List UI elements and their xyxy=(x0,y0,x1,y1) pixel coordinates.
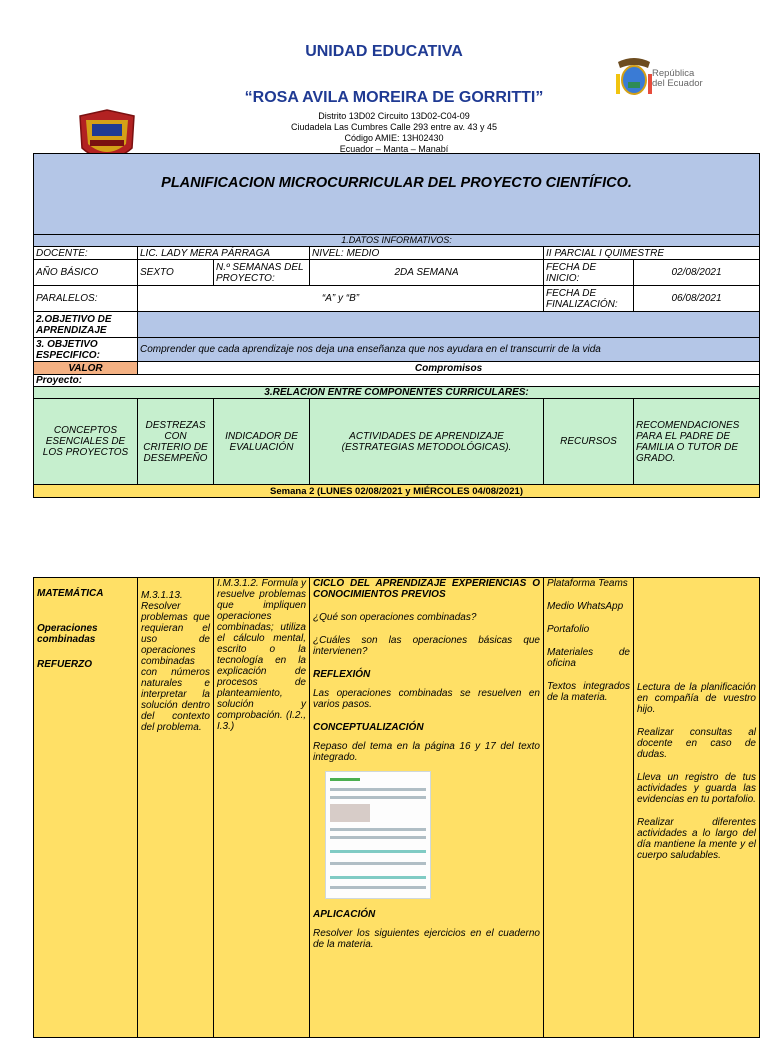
anio-label: AÑO BÁSICO xyxy=(34,260,138,286)
plan-title: PLANIFICACION MICROCURRICULAR DEL PROYECTO CIENTÍFICO. xyxy=(34,154,760,235)
parcial: II PARCIAL I QUIMESTRE xyxy=(544,247,760,260)
col-destrezas: DESTREZAS CON CRITERIO DE DESEMPEÑO xyxy=(138,399,214,485)
recommendation-3: Lleva un registro de tus actividades y guarda las evidencias en tu portafolio. xyxy=(637,772,756,805)
obj-especifico-label: 3. OBJETIVO ESPECIFICO: xyxy=(34,338,138,362)
fin-label: FECHA DE FINALIZACIÓN: xyxy=(544,286,634,312)
school-type: UNIDAD EDUCATIVA xyxy=(305,43,463,60)
planning-header-table xyxy=(33,153,760,498)
act-question-2: ¿Cuáles son las operaciones básicas que intervienen? xyxy=(313,635,540,657)
indicator-text: I.M.3.1.2. Formula y resuelve problemas que impliquen operaciones combinadas; utiliza el cálculo mental, escrito o la tecnología en la explicación de procesos de planteamiento, solución y comprobación. (I.2., I.3.) xyxy=(217,578,306,732)
section-datos: 1.DATOS INFORMATIVOS: xyxy=(34,235,760,247)
section-relacion: 3.RELACION ENTRE COMPONENTES CURRICULARES: xyxy=(34,387,760,399)
col-indicador: INDICADOR DE EVALUACIÓN xyxy=(214,399,310,485)
skill-cell xyxy=(138,578,214,1038)
textbook-page-thumbnail xyxy=(325,771,431,899)
docente-value: LIC. LADY MERA PÁRRAGA xyxy=(138,247,310,260)
location-line: Ecuador – Manta – Manabí xyxy=(339,144,449,154)
gov-label xyxy=(652,69,703,89)
act-heading-conceptualizacion: CONCEPTUALIZACIÓN xyxy=(313,722,424,733)
skill-text: M.3.1.13. Resolver problemas que requieran el uso de operaciones combinadas con números naturales e interpretar la solución dentro del contexto del problema. xyxy=(141,590,210,733)
act-heading-aplicacion: APLICACIÓN xyxy=(313,909,376,920)
anio-value: SEXTO xyxy=(138,260,214,286)
docente-label: DOCENTE: xyxy=(34,247,138,260)
resource-textos: Textos integrados de la materia. xyxy=(547,681,630,703)
col-recomendaciones: RECOMENDACIONES PARA EL PADRE DE FAMILIA O TUTOR DE GRADO. xyxy=(634,399,760,485)
recommendation-1: Lectura de la planificación en compañía de vuestro hijo. xyxy=(637,682,756,715)
activities-cell xyxy=(310,578,544,1038)
resources-cell xyxy=(544,578,634,1038)
proyecto-label: Proyecto: xyxy=(34,375,760,387)
address-line: Ciudadela Las Cumbres Calle 293 entre av. 43 y 45 xyxy=(291,122,497,132)
semanas-label: N.º SEMANAS DEL PROYECTO: xyxy=(214,260,310,286)
valor-value: Compromisos xyxy=(138,362,760,375)
valor-label: VALOR xyxy=(34,362,138,375)
recommendation-4: Realizar diferentes actividades a lo largo del día mantiene la mente y el cuerpo saludables. xyxy=(637,817,756,861)
resource-portafolio: Portafolio xyxy=(547,624,590,635)
recommendations-cell xyxy=(634,578,760,1038)
activities-table xyxy=(33,577,760,1038)
obj-especifico-value: Comprender que cada aprendizaje nos deja una enseñanza que nos ayudara en el transcurrir de la vida xyxy=(138,338,760,362)
nivel: NIVEL: MEDIO xyxy=(310,247,544,260)
school-name: “ROSA AVILA MOREIRA DE GORRITTI” xyxy=(244,89,544,106)
amie-line: Código AMIE: 13H02430 xyxy=(344,133,444,143)
act-question-1: ¿Qué son operaciones combinadas? xyxy=(313,612,477,623)
refuerzo: REFUERZO xyxy=(37,659,92,670)
col-conceptos: CONCEPTOS ESENCIALES DE LOS PROYECTOS xyxy=(34,399,138,485)
obj-aprendizaje-value xyxy=(138,312,760,338)
inicio-label: FECHA DE INICIO: xyxy=(544,260,634,286)
subject-cell xyxy=(34,578,138,1038)
resource-materiales: Materiales de oficina xyxy=(547,647,630,669)
semanas-value: 2DA SEMANA xyxy=(310,260,544,286)
recommendation-2: Realizar consultas al docente en caso de dudas. xyxy=(637,727,756,760)
act-conceptualizacion-text: Repaso del tema en la página 16 y 17 del texto integrado. xyxy=(313,741,540,763)
fin-value: 06/08/2021 xyxy=(634,286,760,312)
act-heading-reflexion: REFLEXIÓN xyxy=(313,669,371,680)
obj-aprendizaje-label: 2.OBJETIVO DE APRENDIZAJE xyxy=(34,312,138,338)
col-actividades: ACTIVIDADES DE APRENDIZAJE (ESTRATEGIAS METODOLÓGICAS). xyxy=(310,399,544,485)
act-reflexion-text: Las operaciones combinadas se resuelven en varios pasos. xyxy=(313,688,540,710)
inicio-value: 02/08/2021 xyxy=(634,260,760,286)
topic: Operaciones combinadas xyxy=(37,623,98,645)
subject: MATEMÁTICA xyxy=(37,588,104,599)
semana-row: Semana 2 (LUNES 02/08/2021 y MIÉRCOLES 04/08/2021) xyxy=(34,485,760,498)
act-heading-ciclo: CICLO DEL APRENDIZAJE EXPERIENCIAS O CONOCIMIENTOS PREVIOS xyxy=(313,578,540,600)
ecuador-seal-icon xyxy=(610,52,658,100)
paralelos-value: “A” y “B” xyxy=(138,286,544,312)
district-line: Distrito 13D02 Circuito 13D02-C04-09 xyxy=(318,111,470,121)
indicator-cell xyxy=(214,578,310,1038)
act-aplicacion-text: Resolver los siguientes ejercicios en el cuaderno de la materia. xyxy=(313,928,540,950)
paralelos-label: PARALELOS: xyxy=(34,286,138,312)
gov-line-1: República xyxy=(652,68,695,79)
resource-teams: Plataforma Teams xyxy=(547,578,628,589)
gov-line-2: del Ecuador xyxy=(652,78,703,89)
resource-whatsapp: Medio WhatsApp xyxy=(547,601,624,612)
col-recursos: RECURSOS xyxy=(544,399,634,485)
